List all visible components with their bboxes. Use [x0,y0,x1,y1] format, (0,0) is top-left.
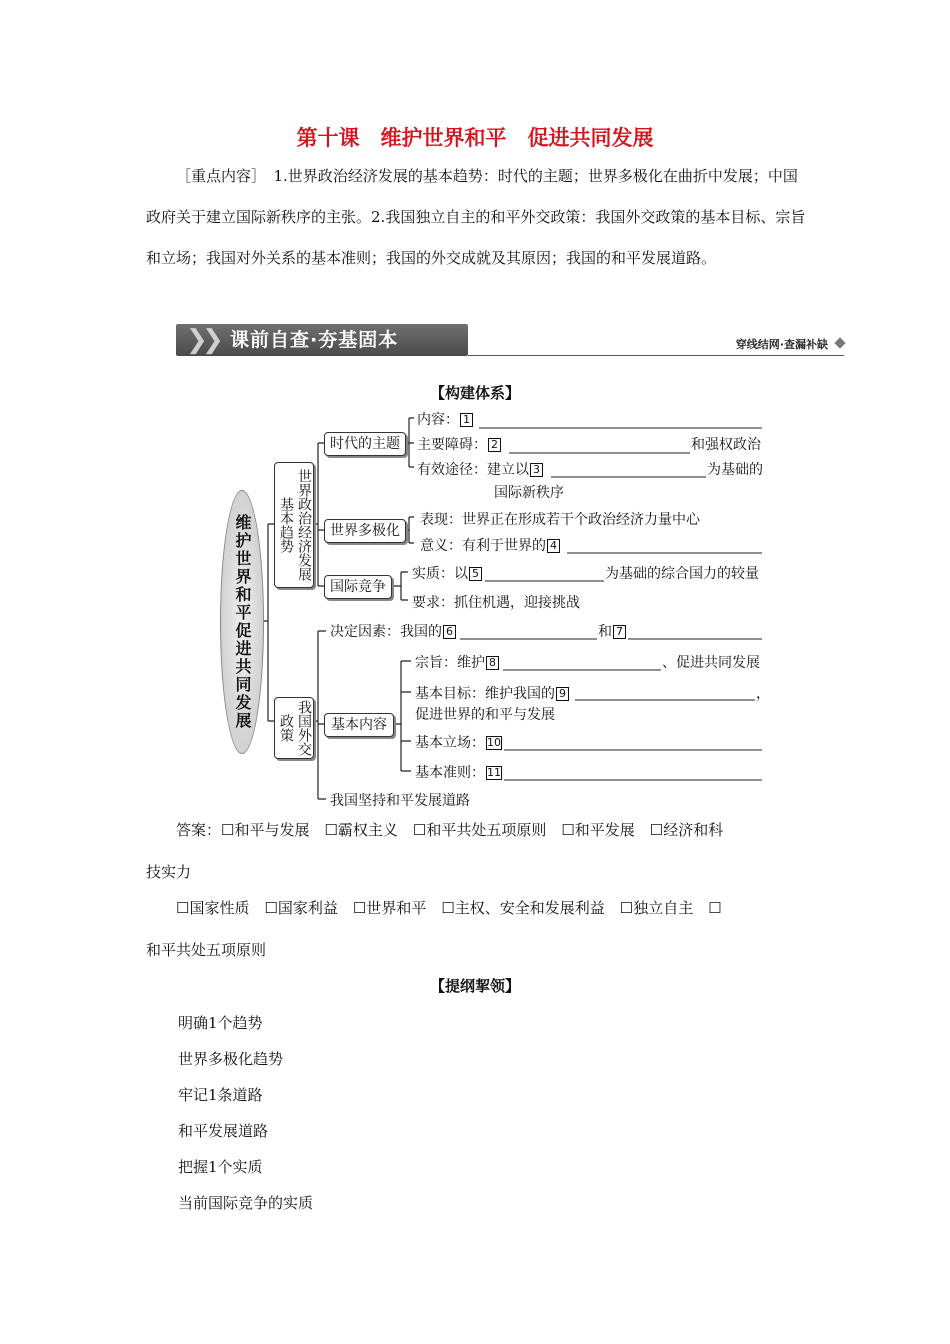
leaf-goal-comma: ， [756,686,770,702]
blank-number: 9 [556,687,569,701]
leaf-obstacle: 主要障碍： 2 [417,434,501,454]
node-basic-content: 基本内容 [324,713,394,737]
leaf-rule: 基本准则： 11 [415,765,501,781]
blank-number: 1 [460,413,473,427]
banner-box [176,324,468,356]
answer-line-4: 和平共处五项原则 [146,941,267,959]
banner-divider [468,355,844,356]
leaf-way-line2: 国际新秩序 [494,485,564,501]
outline-item: 世界多极化趋势 [178,1050,284,1068]
node-competition: 国际竞争 [324,575,392,599]
section-banner [176,324,850,358]
leaf-factor: 决定因素：我国的 6 [330,621,456,641]
blank-number: 3 [530,463,543,477]
leaf-meaning: 意义：有利于世界的 4 [420,535,560,555]
leaf-obstacle-tail: 和强权政治 [691,437,761,453]
leaf-goal: 基本目标：维护我国的 9 [415,683,569,703]
blank-number: 10 [487,736,501,749]
branch-economy-trends: 世界政治经济发展基本趋势 [274,462,314,588]
answer-line-1: 答案：☐和平与发展 ☐霸权主义 ☐和平共处五项原则 ☐和平发展 ☐经济和科 [176,821,724,839]
leaf-way-tail: 为基础的 [707,462,763,478]
leaf-factor-and: 和 7 [598,621,626,641]
leaf-essence-tail: 为基础的综合国力的较量 [605,566,759,582]
blank-number: 7 [613,625,626,639]
root-node: 维护世界和平促进共同发展 [220,490,264,754]
leaf-purpose-tail: 、促进共同发展 [662,655,760,671]
intro-paragraph: ［重点内容］ 1.世界政治经济发展的基本趋势：时代的主题；世界多极化在曲折中发展；中国政府关于建立国际新秩序的主张。2.我国独立自主的和平外交政策：我国外交政策的基本目标、宗旨和立场；我国对外关系的基本准则；我国的外交成就及其原因；我国的和平发展道路。 [146,167,806,267]
leaf-show: 表现：世界正在形成若干个政治经济力量中心 [420,512,700,528]
leaf-stand: 基本立场： 10 [415,735,501,751]
blank-number: 6 [443,625,456,639]
banner-subtitle: 穿线结网·查漏补缺 [735,338,828,351]
outline-item: 和平发展道路 [178,1122,269,1140]
outline-item: 当前国际竞争的实质 [178,1194,314,1212]
outline-item: 把握1个实质 [178,1158,263,1176]
leaf-require: 要求：抓住机遇，迎接挑战 [412,595,580,611]
leaf-way: 有效途径：建立以 3 [417,459,543,479]
blank-number: 2 [488,438,501,452]
blank-number: 4 [547,539,560,553]
diamond-icon [834,337,845,348]
chevron-right-icon: ❯ [186,325,208,355]
blank-number: 8 [486,656,499,670]
outline-heading: 【提纲挈领】 [429,977,520,995]
branch-foreign-policy: 我国外交政策 [274,697,314,759]
banner-title: 课前自查·夯基固本 [230,329,399,351]
leaf-road: 我国坚持和平发展道路 [330,793,470,809]
outline-item: 明确1个趋势 [178,1014,263,1032]
leaf-goal-line2: 促进世界的和平与发展 [415,707,555,723]
blank-number: 5 [469,567,482,581]
node-era-theme: 时代的主题 [324,432,406,456]
answer-line-3: ☐国家性质 ☐国家利益 ☐世界和平 ☐主权、安全和发展利益 ☐独立自主 ☐ [176,899,722,917]
outline-item: 牢记1条道路 [178,1086,263,1104]
node-multipolarity: 世界多极化 [324,519,406,543]
chevron-right-icon: ❯ [202,325,224,355]
leaf-essence: 实质：以 5 [412,563,482,583]
diagram-heading: 【构建体系】 [429,384,520,402]
page-title: 第十课 维护世界和平 促进共同发展 [296,126,654,150]
leaf-content: 内容： 1 [417,409,473,429]
blank-number: 11 [487,766,501,779]
leaf-purpose: 宗旨：维护 8 [415,652,499,672]
answer-line-2: 技实力 [146,863,192,881]
